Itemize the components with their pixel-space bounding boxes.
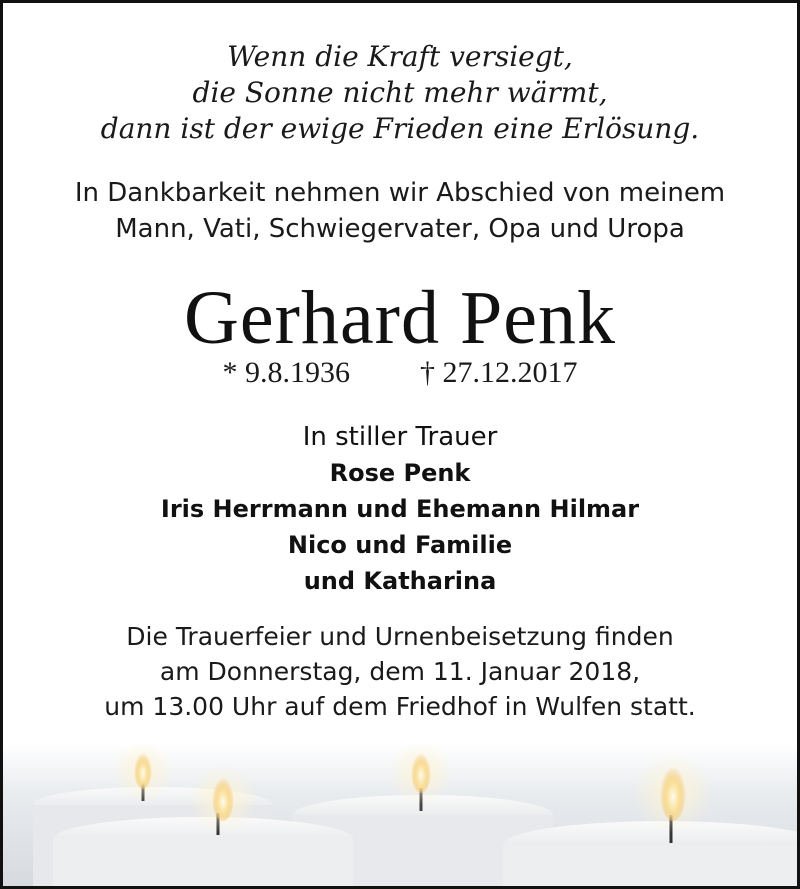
mourning-heading: In stiller Trauer: [302, 422, 498, 452]
service-line-1: Die Trauerfeier und Urnenbeisetzung finden: [126, 622, 674, 651]
motto-line-1: Wenn die Kraft versiegt,: [227, 40, 573, 73]
candles-image: [3, 743, 797, 886]
motto-line-3: dann ist der ewige Frieden eine Erlösung.: [100, 112, 700, 145]
mourner-name: Nico und Familie: [287, 531, 513, 559]
intro-line-1: In Dankbarkeit nehmen wir Abschied von meinem: [74, 178, 726, 208]
intro-line-2: Mann, Vati, Schwiegervater, Opa und Uropa: [115, 214, 685, 244]
service-line-2: am Donnerstag, dem 11. Januar 2018,: [159, 657, 641, 686]
mourner-name: und Katharina: [303, 567, 497, 595]
mourners-list: [3, 455, 797, 599]
mourner-name: Iris Herrmann und Ehemann Hilmar: [160, 495, 640, 523]
birth-date: * 9.8.1936: [222, 356, 350, 389]
motto-verse: [3, 39, 797, 147]
death-date: † 27.12.2017: [420, 356, 578, 389]
service-details: [3, 619, 797, 724]
mourner-name: Rose Penk: [329, 459, 471, 487]
deceased-name: Gerhard Penk: [184, 276, 616, 360]
service-line-3: um 13.00 Uhr auf dem Friedhof in Wulfen statt.: [104, 692, 696, 721]
intro-text: [3, 175, 797, 247]
life-dates: [3, 355, 797, 391]
motto-line-2: die Sonne nicht mehr wärmt,: [192, 76, 608, 109]
